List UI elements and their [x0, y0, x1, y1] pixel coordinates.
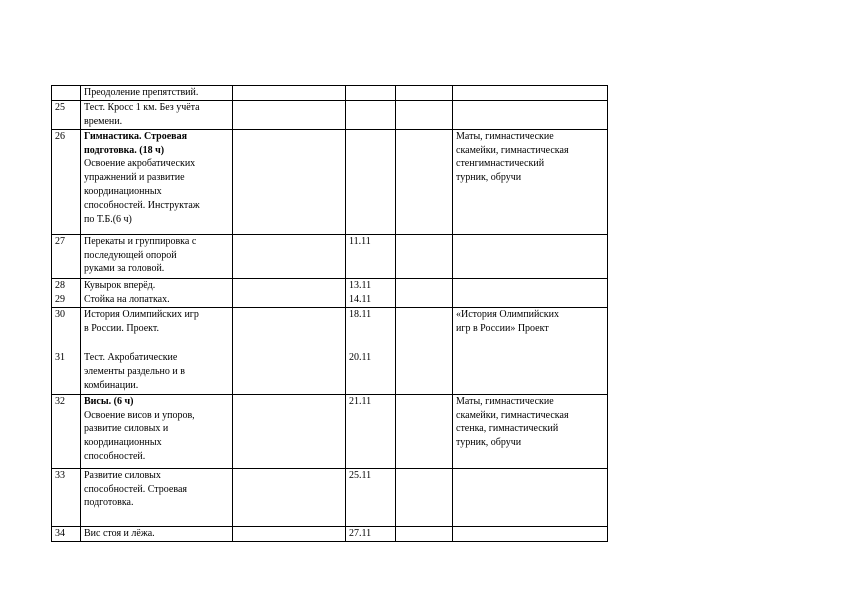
- equipment-cell: [453, 307, 608, 394]
- table-row: [52, 307, 608, 394]
- date-line: 14.11: [349, 293, 372, 305]
- table-row: [52, 86, 608, 101]
- topic-line: Тест. Кросс 1 км. Без учёта: [84, 101, 200, 113]
- table-row: [52, 100, 608, 129]
- lesson-number: 33: [52, 468, 81, 526]
- empty-cell: [233, 100, 346, 129]
- equipment-cell: [453, 234, 608, 278]
- lesson-topic: [81, 468, 233, 526]
- section-heading: Висы. (6 ч): [84, 395, 134, 407]
- lesson-topic: [81, 394, 233, 468]
- empty-cell: [396, 394, 453, 468]
- empty-cell: [396, 526, 453, 541]
- lesson-number-line: 28: [55, 279, 65, 291]
- topic-line: Кувырок вперёд.: [84, 279, 156, 291]
- equipment-line: Маты, гимнастические: [456, 130, 554, 142]
- equipment-line: Маты, гимнастические: [456, 395, 554, 407]
- topic-line: в России. Проект.: [84, 322, 159, 334]
- topic-line: последующей опорой: [84, 249, 177, 261]
- lesson-date: [346, 129, 396, 234]
- equipment-cell: [453, 278, 608, 307]
- equipment-line: стенгимнастический: [456, 158, 545, 170]
- equipment-cell: [453, 526, 608, 541]
- equipment-line: «История Олимпийских: [456, 308, 559, 320]
- date-line: 18.11: [349, 308, 372, 320]
- equipment-line: стенка, гимнастический: [456, 423, 559, 435]
- lesson-date: 21.11: [346, 394, 396, 468]
- equipment-line: скамейки, гимнастическая: [456, 409, 569, 421]
- date-line: 20.11: [349, 352, 372, 364]
- topic-line: времени.: [84, 115, 123, 127]
- topic-line: координационных: [84, 185, 162, 197]
- lesson-topic: [81, 307, 233, 394]
- empty-cell: [233, 394, 346, 468]
- lesson-number-line: 31: [55, 352, 65, 364]
- lesson-date: [346, 86, 396, 101]
- equipment-cell: [453, 468, 608, 526]
- empty-cell: [396, 468, 453, 526]
- topic-line: комбинации.: [84, 379, 139, 391]
- topic-line: способностей.: [84, 450, 146, 462]
- topic-line: по Т.Б.(6 ч): [84, 213, 132, 225]
- topic-line: руками за головой.: [84, 263, 165, 275]
- topic-line: Освоение висов и упоров,: [84, 409, 195, 421]
- topic-line: История Олимпийских игр: [84, 308, 199, 320]
- empty-cell: [396, 100, 453, 129]
- topic-line: способностей. Строевая: [84, 483, 187, 495]
- lesson-topic: [81, 100, 233, 129]
- topic-line: Освоение акробатических: [84, 158, 196, 170]
- lesson-number: 25: [52, 100, 81, 129]
- lesson-number: 32: [52, 394, 81, 468]
- lesson-number-line: 30: [55, 308, 65, 320]
- topic-line: Перекаты и группировка с: [84, 235, 197, 247]
- topic-line: Вис стоя и лёжа.: [84, 527, 155, 539]
- date-line: 13.11: [349, 279, 372, 291]
- equipment-line: скамейки, гимнастическая: [456, 144, 569, 156]
- equipment-line: игр в России» Проект: [456, 322, 549, 334]
- lesson-number-line: 29: [55, 293, 65, 305]
- topic-line: Стойка на лопатках.: [84, 293, 170, 305]
- lesson-topic: [81, 526, 233, 541]
- lesson-date: 27.11: [346, 526, 396, 541]
- topic-line: Развитие силовых: [84, 469, 161, 481]
- lesson-plan-table: [51, 85, 608, 542]
- lesson-topic: [81, 86, 233, 101]
- empty-cell: [233, 278, 346, 307]
- lesson-date: [346, 307, 396, 394]
- lesson-topic: [81, 234, 233, 278]
- empty-cell: [396, 278, 453, 307]
- equipment-cell: [453, 129, 608, 234]
- topic-line: развитие силовых и: [84, 423, 169, 435]
- empty-cell: [233, 526, 346, 541]
- equipment-cell: [453, 86, 608, 101]
- equipment-cell: [453, 394, 608, 468]
- lesson-number: [52, 278, 81, 307]
- equipment-cell: [453, 100, 608, 129]
- table-row: [52, 526, 608, 541]
- table-row: [52, 468, 608, 526]
- lesson-date: 11.11: [346, 234, 396, 278]
- empty-cell: [396, 234, 453, 278]
- topic-line: координационных: [84, 437, 162, 449]
- table-row: [52, 278, 608, 307]
- empty-cell: [396, 86, 453, 101]
- lesson-topic: [81, 129, 233, 234]
- topic-line: элементы раздельно и в: [84, 366, 185, 378]
- topic-line: способностей. Инструктаж: [84, 199, 200, 211]
- empty-cell: [233, 129, 346, 234]
- lesson-date: 25.11: [346, 468, 396, 526]
- lesson-number: [52, 86, 81, 101]
- lesson-topic: [81, 278, 233, 307]
- topic-line: подготовка.: [84, 497, 134, 509]
- section-heading: подготовка. (18 ч): [84, 144, 165, 156]
- lesson-date: [346, 278, 396, 307]
- lesson-number: 27: [52, 234, 81, 278]
- empty-cell: [396, 129, 453, 234]
- lesson-date: [346, 100, 396, 129]
- section-heading: Гимнастика. Строевая: [84, 130, 187, 142]
- lesson-number: [52, 307, 81, 394]
- empty-cell: [233, 86, 346, 101]
- topic-line: упражнений и развитие: [84, 172, 185, 184]
- empty-cell: [233, 307, 346, 394]
- table-row: [52, 234, 608, 278]
- lesson-number: 26: [52, 129, 81, 234]
- topic-line: Преодоление препятствий.: [84, 87, 199, 98]
- table-row: [52, 394, 608, 468]
- empty-cell: [396, 307, 453, 394]
- empty-cell: [233, 468, 346, 526]
- equipment-line: турник, обручи: [456, 437, 522, 449]
- empty-cell: [233, 234, 346, 278]
- equipment-line: турник, обручи: [456, 172, 522, 184]
- topic-line: Тест. Акробатические: [84, 352, 178, 364]
- lesson-number: 34: [52, 526, 81, 541]
- table-row: [52, 129, 608, 234]
